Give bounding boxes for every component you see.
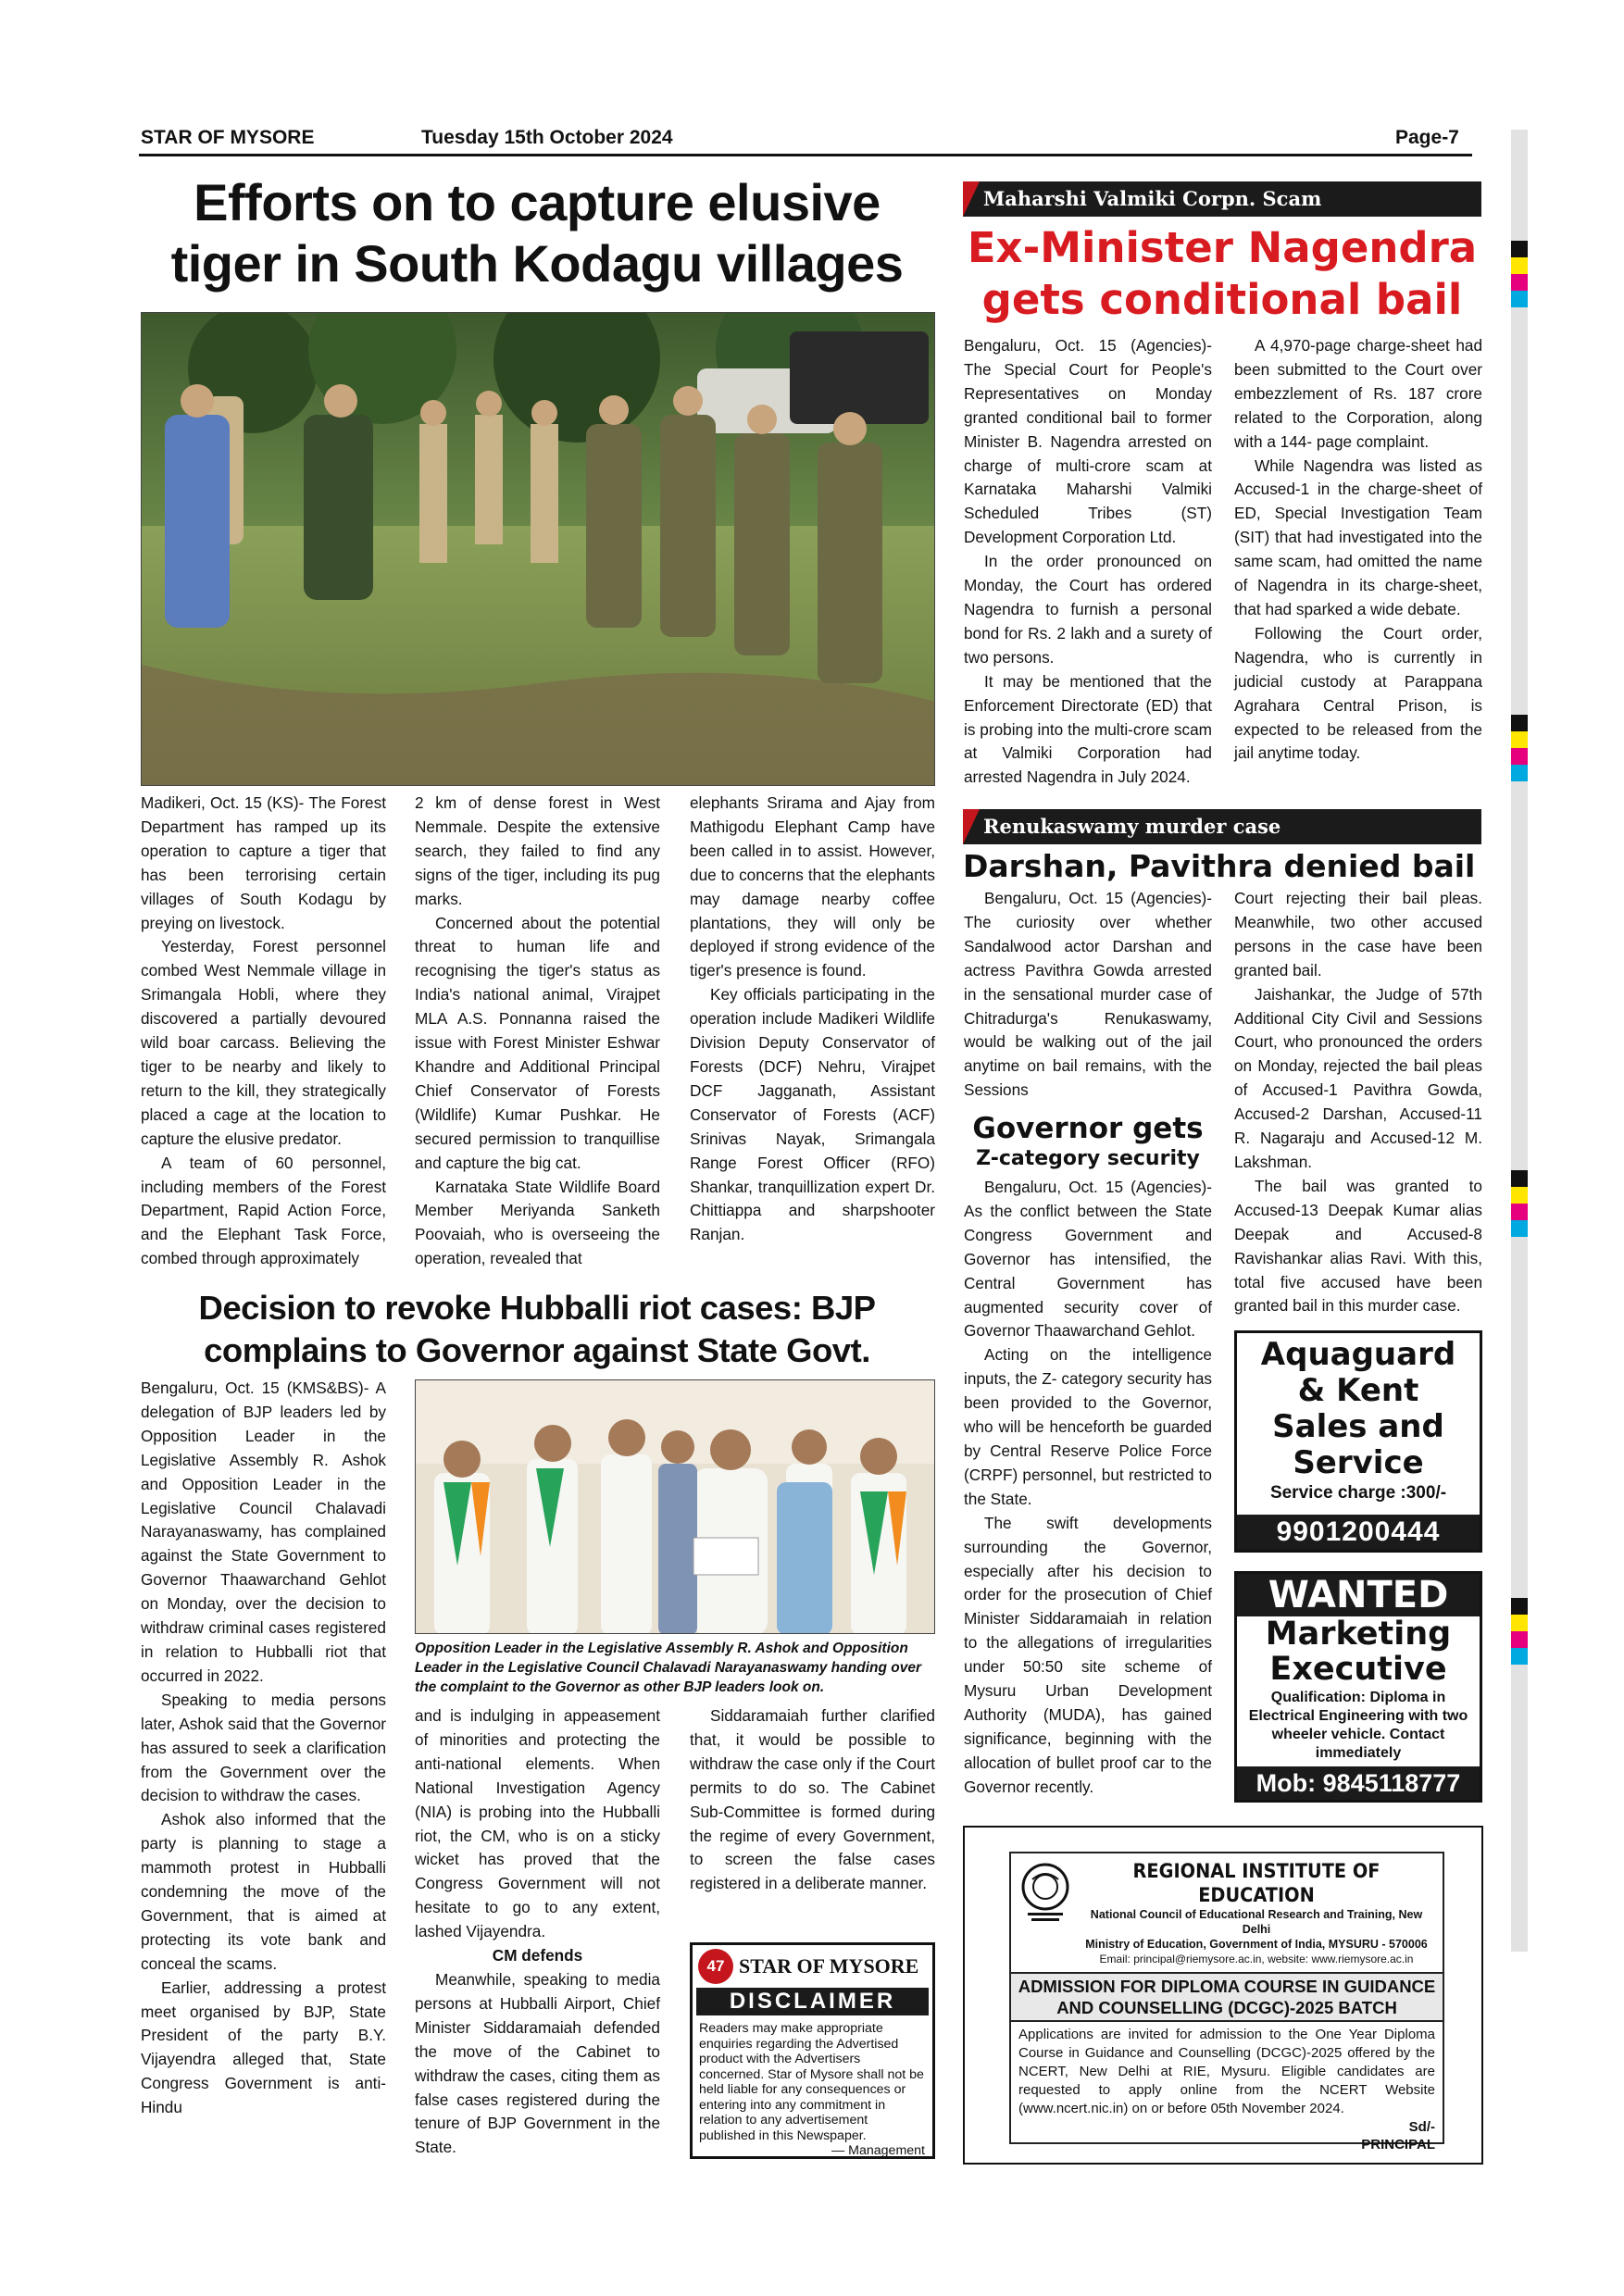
paragraph: Bengaluru, Oct. 15 (Agencies)- The curiosity over whether Sandalwood actor Darshan and actress Pavithra Gowda arrested in the sensational murder case of Chitradurga's Renukaswamy, would be walking out of the jail anytime on bail remains, with the Sessions <box>964 889 1212 1100</box>
hubballi-col3 <box>690 1704 935 1896</box>
disclaimer-box <box>690 1942 935 2159</box>
paragraph: The swift developments surrounding the Governor, especially after his decision to order for the prosecution of Chief Minister Siddaramaiah in relation to the allegations of irregularities under 50:50 site scheme of Mysuru Urban Development Authority (MUDA), has gained significance, beginning with the allocation of bullet proof car to the Governor recently. <box>964 1513 1212 1796</box>
paragraph: Court rejecting their bail pleas. Meanwhile, two other accused persons in the case have been granted bail. <box>1234 889 1482 980</box>
disclaimer-body: Readers may make appropriate enquiries regarding the Advertised product with the Advertisers concerned. Star of Mysore shall not be held liable for any consequences or entering into any commitment in relation to any advertisement published in this Newspaper. <box>699 2021 924 2143</box>
ad-wanted <box>1234 1571 1482 1803</box>
ad-qualification: Qualification: Diploma in Electrical Engineering with two wheeler vehicle. Contact immediately <box>1248 1690 1468 1761</box>
nagendra-col1 <box>964 334 1212 790</box>
paragraph: Concerned about the potential threat to human life and recognising the tiger's status as India's national animal, Virajpet MLA A.S. Ponnanna raised the issue with Forest Minister Eshwar Khandre and Additional Principal Chief Conservator of Forests (Wildlife) Kumar Pushkar. He secured permission to tranquillise and capture the big cat. <box>415 913 660 1172</box>
tiger-headline-line2: tiger in South Kodagu villages <box>170 234 904 293</box>
paragraph: Madikeri, Oct. 15 (KS)- The Forest Department has ramped up its operation to capture a tiger that has been terrorising certain villages of South Kodagu by preying on livestock. <box>141 793 386 932</box>
header-rule <box>139 154 1472 156</box>
ad-role-line2: Executive <box>1269 1651 1447 1688</box>
nagendra-headline <box>958 222 1486 326</box>
governor-subheadline: Z-category security <box>976 1147 1200 1170</box>
rie-line2: Ministry of Education, Government of India, MYSURU - 570006 <box>1085 1938 1428 1951</box>
governor-body <box>964 1176 1212 1800</box>
photo-caption: Opposition Leader in the Legislative Assembly R. Ashok and Opposition Leader in the Legislative Council Chalavadi Narayanaswamy handing over the complaint to the Governor as other BJP leaders look on. <box>415 1641 921 1695</box>
nagendra-headline-line2: gets conditional bail <box>981 275 1463 324</box>
rie-admission-banner: ADMISSION FOR DIPLOMA COURSE IN GUIDANCE AND COUNSELLING (DCGC)-2025 BATCH <box>1011 1972 1443 2022</box>
tag-marker <box>963 181 980 217</box>
paragraph: Bengaluru, Oct. 15 (Agencies)- The Special Court for People's Representatives on Monday granted conditional bail to former Minister B. Nagendra arrested on charge of multi-crore scam at Karnataka Maharshi Valmiki Scheduled Tribes (ST) Development Corporation Ltd. <box>964 336 1212 547</box>
paragraph: A team of 60 personnel, including members of the Forest Department, Rapid Action Force, and the Elephant Task Force, combed through approximately <box>141 1153 386 1268</box>
tiger-col3 <box>690 792 935 1247</box>
paragraph: While Nagendra was listed as Accused-1 in the charge-sheet of ED, Special Investigation Team (SIT) that had investigated into the same scam, had omitted the name of Nagendra in its charge-sheet, that had sparked a wide debate. <box>1234 455 1482 618</box>
hubballi-col1 <box>141 1377 386 2120</box>
tiger-col2 <box>415 792 660 1271</box>
tag-renukaswamy-case <box>963 809 1481 844</box>
tag-marker <box>963 809 980 844</box>
bjp-delegation-photo <box>415 1379 935 1634</box>
rie-principal: PRINCIPAL <box>1361 2137 1435 2152</box>
governor-meeting-photo <box>416 1380 935 1634</box>
paragraph: Bengaluru, Oct. 15 (KMS&BS)- A delegation of BJP leaders led by Opposition Leader in the Legislative Assembly R. Ashok and Opposition Leader in the Legislative Council Chalavadi Narayanaswamy, has complained against the State Government to Governor Thaawarchand Gehlot on Monday, over the decision to withdraw criminal cases registered in relation to Hubballi riot that occurred in 2022. <box>141 1379 386 1685</box>
ad-line: Sales and <box>1272 1408 1444 1445</box>
paragraph: 2 km of dense forest in West Nemmale. Despite the extensive search, they failed to find any signs of the tiger, including its pug marks. <box>415 793 660 908</box>
tiger-headline <box>134 172 940 294</box>
ad-line: Aquaguard <box>1260 1336 1456 1373</box>
rie-institute-name: REGIONAL INSTITUTE OF EDUCATION <box>1132 1860 1380 1906</box>
paragraph: The bail was granted to Accused-13 Deepak Kumar alias Deepak and Accused-8 Ravishankar alias Ravi. With this, total five accused have been granted bail in this murder case. <box>1234 1176 1482 1316</box>
tiger-headline-line1: Efforts on to capture elusive <box>194 173 881 231</box>
tiger-search-photo <box>141 312 935 786</box>
paragraph: Ashok also informed that the party is planning to stage a mammoth protest in Hubballi condemning the move of the Government, that is aimed at protecting its vote bank and conceal the scams. <box>141 1810 386 1973</box>
darshan-col2 <box>1234 887 1482 1318</box>
tiger-col1 <box>141 792 386 1271</box>
rie-line1: National Council of Educational Research and Training, New Delhi <box>1090 1908 1423 1936</box>
darshan-col1 <box>964 887 1212 1103</box>
color-registration-strip <box>1511 130 1528 1952</box>
ad-service-charge: Service charge :300/- <box>1269 1483 1447 1503</box>
ad-aquaguard-headline <box>1237 1333 1480 1481</box>
hubballi-headline <box>134 1287 940 1372</box>
nagendra-col2 <box>1234 334 1482 766</box>
paragraph: Meanwhile, speaking to media persons at Hubballi Airport, Chief Minister Siddaramaiah defended the move of the Cabinet to withdraw the cases, citing them as false cases registered during the tenure of BJP Government in the State. <box>415 1969 660 2157</box>
anniversary-logo: 47 <box>698 1949 733 1984</box>
rie-email: Email: principal@riemysore.ac.in, website: www.riemysore.ac.in <box>1099 1953 1414 1965</box>
ad-phone-number: 9901200444 <box>1237 1515 1480 1550</box>
paragraph: Yesterday, Forest personnel combed West Nemmale village in Srimangala Hobli, where they discovered a partially devoured wild boar carcass. Believing the tiger to be nearby and likely to return to the kill, they strategically placed a cage at the location to capture the elusive predator. <box>141 937 386 1148</box>
ad-rie-inner <box>1009 1852 1444 2152</box>
disclaimer-signoff: — Management <box>831 2143 925 2158</box>
darshan-headline: Darshan, Pavithra denied bail <box>963 848 1476 884</box>
disclaimer-brand: STAR OF MYSORE <box>739 1954 919 1978</box>
paragraph: Siddaramaiah further clarified that, it would be possible to withdraw the case only if the Court permits to do so. The Cabinet Sub-Committee is formed during the regime of every Government, to screen the false cases registered in a deliberate manner. <box>690 1706 935 1893</box>
hubballi-col2 <box>415 1704 660 2160</box>
paper-name: STAR OF MYSORE <box>141 127 315 148</box>
paragraph: elephants Srirama and Ajay from Mathigodu Elephant Camp have been called in to assist. However, due to concerns that the elephants may damage nearby coffee plantations, they will only be deployed if strong evidence of the tiger's presence is found. <box>690 793 935 980</box>
ncert-logo <box>1018 1861 1072 1926</box>
ad-mobile-number: Mob: 9845118777 <box>1237 1766 1480 1800</box>
nagendra-headline-line1: Ex-Minister Nagendra <box>967 223 1478 272</box>
paragraph: A 4,970-page charge-sheet had been submitted to the Court over embezzlement of Rs. 187 crore related to the Corporation, along with a 144- page complaint. <box>1234 336 1482 451</box>
issue-date: Tuesday 15th October 2024 <box>421 127 673 148</box>
paragraph: In the order pronounced on Monday, the Court has ordered Nagendra to furnish a personal bond for Rs. 2 lakh and a surety of two persons. <box>964 552 1212 667</box>
page-number: Page-7 <box>1395 127 1459 148</box>
ad-line: & Kent <box>1297 1372 1419 1409</box>
governor-headline: Governor gets <box>972 1112 1204 1145</box>
ncert-emblem-icon <box>1018 1861 1072 1926</box>
paragraph: Following the Court order, Nagendra, who is currently in judicial custody at Parappana Agrahara Central Prison, is expected to be released from the jail anytime today. <box>1234 623 1482 763</box>
tag-label: Maharshi Valmiki Corpn. Scam <box>983 187 1322 210</box>
tag-label: Renukaswamy murder case <box>983 815 1281 838</box>
ad-wanted-title: WANTED <box>1237 1574 1480 1616</box>
paragraph: Earlier, addressing a protest meet organised by BJP, State President of the party B.Y. Vijayendra alleged that, State Congress Government is anti-Hindu <box>141 1978 386 2117</box>
paragraph: Jaishankar, the Judge of 57th Additional City Civil and Sessions Court, who pronounced the orders on Monday, rejected the bail pleas of Accused-1 Pavithra Gowda, Accused-2 Darshan, Accused-11 R. Nagaraju and Accused-12 M. Lakshman. <box>1234 984 1482 1171</box>
paragraph: Acting on the intelligence inputs, the Z- category security has been provided to the Governor, who will be henceforth be guarded by Central Reserve Police Force (CRPF) personnel, but restricted to the State. <box>964 1345 1212 1508</box>
forest-personnel-photo <box>142 313 935 786</box>
tag-valmiki-scam <box>963 181 1481 217</box>
ad-line: Service <box>1293 1444 1424 1481</box>
hubballi-headline-line2: complains to Governor against State Govt. <box>204 1331 870 1369</box>
subhead-cm-defends: CM defends <box>492 1946 583 1965</box>
ad-rie <box>963 1826 1483 2165</box>
hubballi-headline-line1: Decision to revoke Hubballi riot cases: BJP <box>198 1289 876 1327</box>
rie-sd: Sd/- <box>1408 2119 1435 2135</box>
paragraph: Key officials participating in the operation include Madikeri Wildlife Division Deputy Conservator of Forests (DCF) Nehru, Virajpet DCF Jagganath, Assistant Conservator of Forests (ACF) Srinivas Nayak, Srimangala Range Forest Officer (RFO) Shankar, tranquillization expert Dr. Chittiappa and sharpshooter Ranjan. <box>690 985 935 1244</box>
paragraph: Speaking to media persons later, Ashok said that the Governor has assured to seek a clarification from the Government over the decision to withdraw the cases. <box>141 1690 386 1805</box>
disclaimer-title: DISCLAIMER <box>696 1988 929 2015</box>
paragraph: It may be mentioned that the Enforcement Directorate (ED) that is probing into the multi-crore scam at Valmiki Corporation had arrested Nagendra in July 2024. <box>964 671 1212 787</box>
paragraph: and is indulging in appeasement of minorities and protecting the anti-national elements. When National Investigation Agency (NIA) is probing into the Hubballi riot, the CM, who is on a sticky wicket has proved that the Congress Government will not hesitate to go to any extent, lashed Vijayendra. <box>415 1706 660 1941</box>
ad-role-line1: Marketing <box>1265 1616 1452 1653</box>
ad-aquaguard <box>1234 1330 1482 1553</box>
paragraph: Bengaluru, Oct. 15 (Agencies)- As the conflict between the State Congress Government and Governor has intensified, the Central Government has augmented security cover of Governor Thaawarchand Gehlot. <box>964 1178 1212 1341</box>
paragraph: Karnataka State Wildlife Board Member Meriyanda Sanketh Poovaiah, who is overseeing the operation, revealed that <box>415 1177 660 1268</box>
rie-body: Applications are invited for admission to the One Year Diploma Course in Guidance and Counselling (DCGC)-2025 offered by the NCERT, New Delhi at RIE, Mysuru. Eligible candidates are requested to apply online from the NCERT Website (www.ncert.nic.in) on or before 05th November 2024. <box>1018 2027 1435 2116</box>
